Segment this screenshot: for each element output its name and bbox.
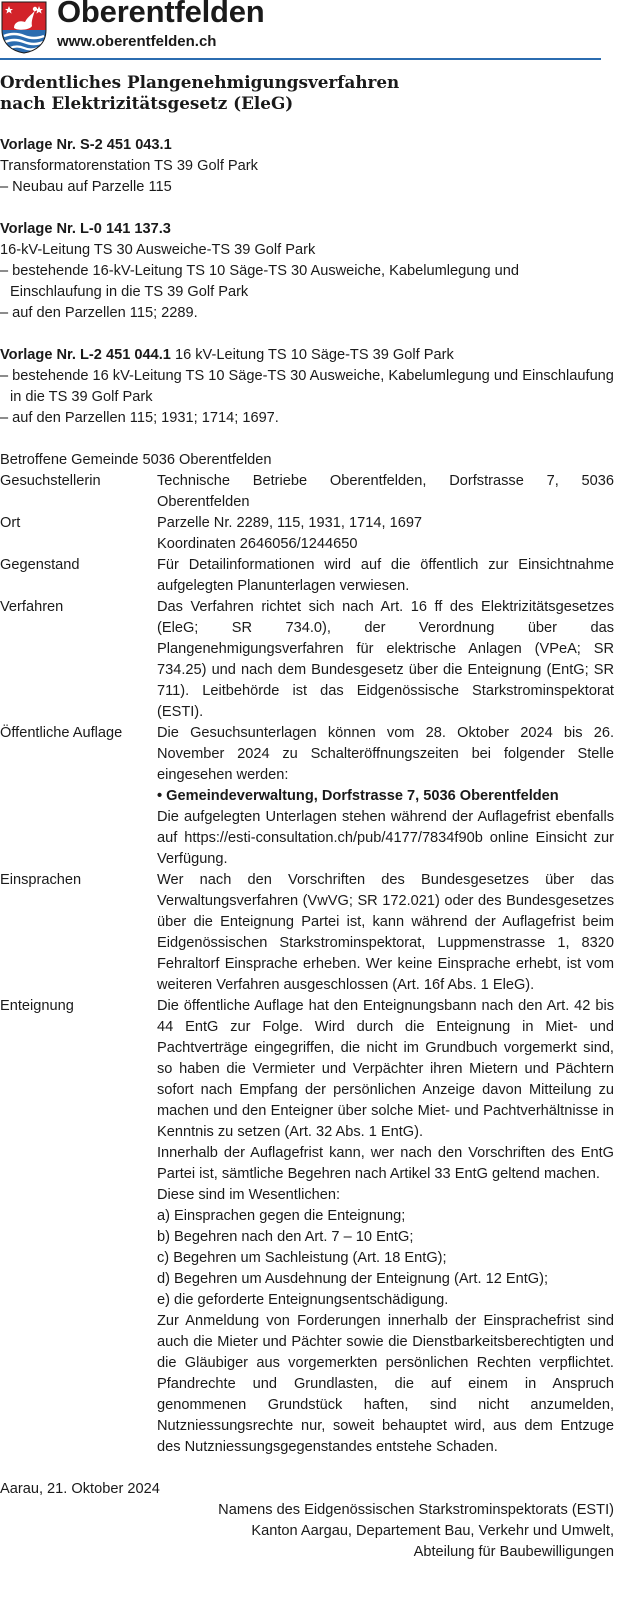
title-line: Ordentliches Plangenehmigungsverfahren xyxy=(0,72,400,92)
detail-text: Für Detailinformationen wird auf die öffentlich zur Einsichtnahme aufgelegten Planunterlagen verwiesen. xyxy=(157,557,614,594)
detail-text: Die Gesuchsunterlagen können vom 28. Oktober 2024 bis 26. November 2024 zu Schalteröffnungszeiten bei folgender Stelle eingesehen werden: xyxy=(157,725,614,783)
detail-label: Verfahren xyxy=(0,599,64,615)
detail-value xyxy=(157,513,614,555)
detail-label: Gegenstand xyxy=(0,557,80,573)
detail-value xyxy=(157,597,614,723)
brand-name: Oberentfelden xyxy=(57,0,265,29)
coat-of-arms-icon xyxy=(0,0,48,54)
detail-text: Das Verfahren richtet sich nach Art. 16 ff des Elektrizitätsgesetzes (EleG; SR 734.0), der Verordnung über das Plangenehmigungsverfahren für elektrische Anlagen (VPeA; SR 734.25) und nach dem Bundesgesetz über die Enteignung (EntG; SR 711). Leitbehörde ist das Eidgenössische Starkstrominspektorat (ESTI). xyxy=(157,599,614,720)
signature-line: Namens des Eidgenössischen Starkstrominspektorats (ESTI) xyxy=(218,1502,614,1518)
detail-row-enteignung xyxy=(0,996,614,1458)
vorlage-item: – bestehende 16 kV-Leitung TS 10 Säge-TS 30 Ausweiche, Kabelumlegung und Einschlaufung in die TS 39 Golf Park xyxy=(0,368,614,405)
vorlage-number: Vorlage Nr. L-0 141 137.3 xyxy=(0,221,171,237)
detail-row-gegenstand xyxy=(0,555,614,597)
detail-label: Ort xyxy=(0,515,21,531)
vorlage-description: 16-kV-Leitung TS 30 Ausweiche-TS 39 Golf Park xyxy=(0,242,316,258)
details-section xyxy=(0,450,614,1458)
title-line: nach Elektrizitätsgesetz (EleG) xyxy=(0,93,294,113)
list-item: d) Begehren um Ausdehnung der Enteignung (Art. 12 EntG); xyxy=(157,1271,549,1287)
detail-label: Enteignung xyxy=(0,998,74,1014)
detail-text: Zur Anmeldung von Forderungen innerhalb der Einsprachefrist sind auch die Mieter und Pächter sowie die Dienstbarkeitsberechtigten und die Gläubiger aus vorgemerkten persönlichen Rechten verpflichtet. Pfandrechte und Grundlasten, die auf einem in Anspruch genommenen Grundstück haften, sind nicht anzumelden, Nutzniessungsrechte nur, soweit behauptet wird, aus dem Entzuge des Nutzniessungsgegenstandes entstehe Schaden. xyxy=(157,1313,614,1455)
signature-line: Abteilung für Baubewilligungen xyxy=(413,1544,614,1560)
detail-text: Diese sind im Wesentlichen: xyxy=(157,1187,341,1203)
detail-row-verfahren xyxy=(0,597,614,723)
detail-value xyxy=(157,723,614,870)
vorlage-block xyxy=(0,219,614,324)
list-item: a) Einsprachen gegen die Enteignung; xyxy=(157,1208,406,1224)
vorlage-item: – bestehende 16-kV-Leitung TS 10 Säge-TS 30 Ausweiche, Kabelumlegung und Einschlaufung in die TS 39 Golf Park xyxy=(0,263,519,300)
detail-value xyxy=(157,555,614,597)
vorlage-item: – auf den Parzellen 115; 2289. xyxy=(0,305,198,321)
vorlage-description: 16 kV-Leitung TS 10 Säge-TS 39 Golf Park xyxy=(170,347,454,363)
header-divider xyxy=(0,58,601,60)
detail-row-einsprachen xyxy=(0,870,614,996)
detail-text: Koordinaten 2646056/1244650 xyxy=(157,536,358,552)
detail-text: Die öffentliche Auflage hat den Enteignungsbann nach den Art. 42 bis 44 EntG zur Folge. Wird durch die Enteignung in Miet- und Pachtverträge eingegriffen, die nicht im Grundbuch vorgemerkt sind, so haben die Vermieter und Verpächter ihren Mietern und Pächtern sofort nach Empfang der persönlichen Anzeige davon Mitteilung zu machen und den Enteigner über solche Miet- und Pachtverhältnisse in Kenntnis zu setzen (Art. 32 Abs. 1 EntG). xyxy=(157,998,614,1140)
gemeinde-line: Betroffene Gemeinde 5036 Oberentfelden xyxy=(0,452,272,468)
notice-title xyxy=(0,72,614,114)
auflage-place: • Gemeindeverwaltung, Dorfstrasse 7, 5036 Oberentfelden xyxy=(157,788,559,804)
vorlage-number: Vorlage Nr. L-2 451 044.1 xyxy=(0,347,171,363)
vorlage-block xyxy=(0,345,614,429)
vorlage-block xyxy=(0,135,614,198)
vorlage-number: Vorlage Nr. S-2 451 043.1 xyxy=(0,137,172,153)
detail-label: Gesuchstellerin xyxy=(0,473,101,489)
detail-text: Innerhalb der Auflagefrist kann, wer nach den Vorschriften des EntG Partei ist, sämtliche Begehren nach Artikel 33 EntG geltend machen. xyxy=(157,1145,614,1182)
detail-row-auflage xyxy=(0,723,614,870)
signature-line: Kanton Aargau, Departement Bau, Verkehr und Umwelt, xyxy=(251,1523,614,1539)
detail-label: Einsprachen xyxy=(0,872,82,888)
brand-url[interactable]: www.oberentfelden.ch xyxy=(57,33,217,50)
detail-row-gesuchstellerin xyxy=(0,471,614,513)
header xyxy=(0,0,614,58)
signature-block xyxy=(0,1500,614,1563)
detail-label: Öffentliche Auflage xyxy=(0,725,123,741)
list-item: e) die geforderte Enteignungsentschädigung. xyxy=(157,1292,449,1308)
detail-text: Die aufgelegten Unterlagen stehen während der Auflagefrist ebenfalls auf https://esti-consultation.ch/pub/4177/7834f90b online Einsicht zur Verfügung. xyxy=(157,809,614,867)
detail-value xyxy=(157,471,614,513)
footer xyxy=(0,1479,614,1563)
detail-row-ort xyxy=(0,513,614,555)
list-item: b) Begehren nach den Art. 7 – 10 EntG; xyxy=(157,1229,414,1245)
detail-value xyxy=(157,996,614,1458)
detail-text: Technische Betriebe Oberentfelden, Dorfstrasse 7, 5036 Oberentfelden xyxy=(157,473,614,510)
notice-date: Aarau, 21. Oktober 2024 xyxy=(0,1481,160,1497)
detail-text: Parzelle Nr. 2289, 115, 1931, 1714, 1697 xyxy=(157,515,423,531)
detail-value xyxy=(157,870,614,996)
vorlage-description: Transformatorenstation TS 39 Golf Park xyxy=(0,158,258,174)
vorlage-item: – Neubau auf Parzelle 115 xyxy=(0,179,172,195)
vorlage-heading xyxy=(0,345,614,366)
list-item: c) Begehren um Sachleistung (Art. 18 EntG); xyxy=(157,1250,447,1266)
vorlage-item: – auf den Parzellen 115; 1931; 1714; 1697. xyxy=(0,410,279,426)
detail-text: Wer nach den Vorschriften des Bundesgesetzes über das Verwaltungsverfahren (VwVG; SR 172.021) oder des Bundesgesetzes über die Enteignung Partei ist, kann während der Auflagefrist beim Eidgenössischen Starkstrominspektorat, Luppmenstrasse 1, 8320 Fehraltorf Einsprache erheben. Wer keine Einsprache erhebt, ist vom weiteren Verfahren ausgeschlossen (Art. 16f Abs. 1 EleG). xyxy=(157,872,614,993)
